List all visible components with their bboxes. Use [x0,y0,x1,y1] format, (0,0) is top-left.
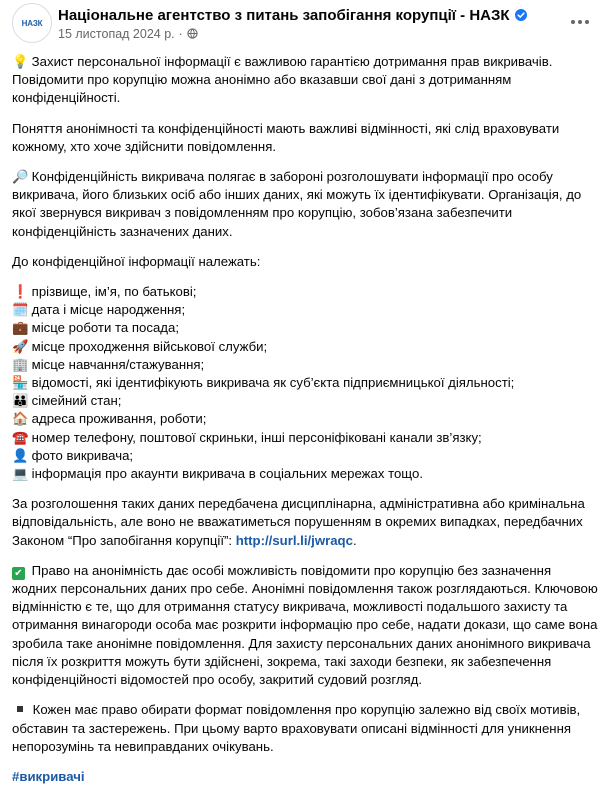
list-intro: До конфіденційної інформації належать: [12,253,261,269]
list-item-text: фото викривача; [31,447,134,463]
lightbulb-icon: 💡 [12,54,29,69]
list-item-text: сімейний стан; [31,393,122,409]
liability-text: За розголошення таких даних передбачена дисциплінарна, адміністративна або кримінальна відповідальність, але воно не вважатиметься порушенням в окремих випадках, передбачних Законом “Про запобігання корупції”: [12,496,585,548]
list-item-text: прізвище, ім’я, по батькові; [31,284,197,300]
list-item-text: інформація про акаунти викривача в соціальних мережах тощо. [31,466,424,482]
post-text [12,53,598,798]
exclamation-icon: ❗ [12,284,29,300]
liability-end: . [352,532,357,548]
rocket-icon: 🚀 [12,338,29,354]
paragraph-confidentiality [12,168,598,241]
store-icon: 🏪 [12,375,29,391]
paragraph-choice [12,701,598,756]
list-item [12,410,598,428]
paragraph-intro [12,53,598,108]
list-item-text: місце роботи та посада; [31,320,179,336]
family-icon: 👪 [12,393,29,409]
list-item [12,429,598,447]
list-item [12,338,598,356]
paragraph-liability [12,495,598,550]
list-item-text: адреса проживання, роботи; [31,411,207,427]
building-icon: 🏢 [12,356,29,372]
meta-separator: · [178,27,183,41]
list-item [12,447,598,465]
hashtag-link[interactable]: #викривачі [12,768,85,784]
list-item-text: відомості, які ідентифікують викривача як суб’єкта підприємницької діяльності; [31,375,515,391]
list-item [12,374,598,392]
law-link[interactable]: http://surl.li/jwraqc [235,532,353,548]
magnifier-icon: 🔎 [12,169,29,185]
intro-text: Захист персональної інформації є важливою гарантією дотримання прав викривачів. Повідомити про корупцію можна анонімно або вказавши свої дані з дотриманням конфіденційності. [12,54,553,106]
laptop-icon: 💻 [12,466,29,482]
list-item-text: номер телефону, поштової скриньки, інші персоніфіковані канали зв’язку; [31,429,482,445]
list-item [12,283,598,301]
page-name[interactable]: Національне агентство з питань запобігання корупції - НАЗК [58,7,510,24]
verified-badge-icon [515,9,527,21]
confidential-info-list [12,283,598,483]
telephone-icon: ☎️ [12,429,29,445]
black-square-icon [17,706,23,712]
house-icon: 🏠 [12,411,29,427]
page-name-link[interactable] [58,7,527,24]
list-item-text: дата і місце народження; [31,302,186,318]
post-date[interactable]: 15 листопад 2024 р. [58,27,175,41]
person-silhouette-icon: 👤 [12,447,29,463]
hashtag-line [12,768,598,786]
dot-icon [571,20,575,24]
anonymity-text: Право на анонімність дає особі можливість повідомити про корупцію без зазначення жодних персональних даних про себе. Анонімні повідомлення також розглядаються. Ключовою відмінністю є те, що для отримання статусу викривача, можливості подальшого захисту та отримання винагороди особа має розкрити інформацію про себе, надати докази, що саме вона зробила таке анонімне повідомлення. Для захисту персональних даних анонімного викривача після їх розкриття можуть бути здійснені, зокрема, такі заходи безпеки, як забезпечення конфіденційності відомостей про особу, закритий судовий розгляд. [12,562,598,688]
list-item-text: місце проходження військової служби; [31,338,268,354]
avatar-logo-text: НАЗК [21,18,43,28]
paragraph-difference: Поняття анонімності та конфіденційності мають важливі відмінності, які слід враховувати кожному, хто хоче здійснити повідомлення. [12,120,560,154]
list-item [12,356,598,374]
calendar-icon: 🗓️ [12,302,29,318]
briefcase-icon: 💼 [12,320,29,336]
list-item [12,301,598,319]
list-item [12,319,598,337]
confidentiality-text: Конфіденційність викривача полягає в забороні розголошувати інформації про особу викривача, його близьких осіб або інших даних, які можуть їх ідентифікувати. Організація, до якої звернувся викривач з повідомленням про корупцію, зобов’язана забезпечити конфіденційність зазначених даних. [12,169,582,239]
post-header [12,2,596,44]
avatar[interactable] [12,3,52,43]
dot-icon [578,20,582,24]
globe-icon [187,28,198,39]
more-options-button[interactable] [568,12,592,32]
choice-text: Кожен має право обирати формат повідомлення про корупцію залежно від своїх мотивів, обставин та застережень. При цьому варто враховувати описані відмінності для уникнення непорозумінь та невиправданих очікувань. [12,702,581,754]
list-item-text: місце навчання/стажування; [31,356,205,372]
list-item [12,465,598,483]
check-mark-icon: ✔ [12,567,25,580]
paragraph-anonymity [12,562,598,689]
post-meta [58,27,198,41]
dot-icon [585,20,589,24]
list-item [12,392,598,410]
